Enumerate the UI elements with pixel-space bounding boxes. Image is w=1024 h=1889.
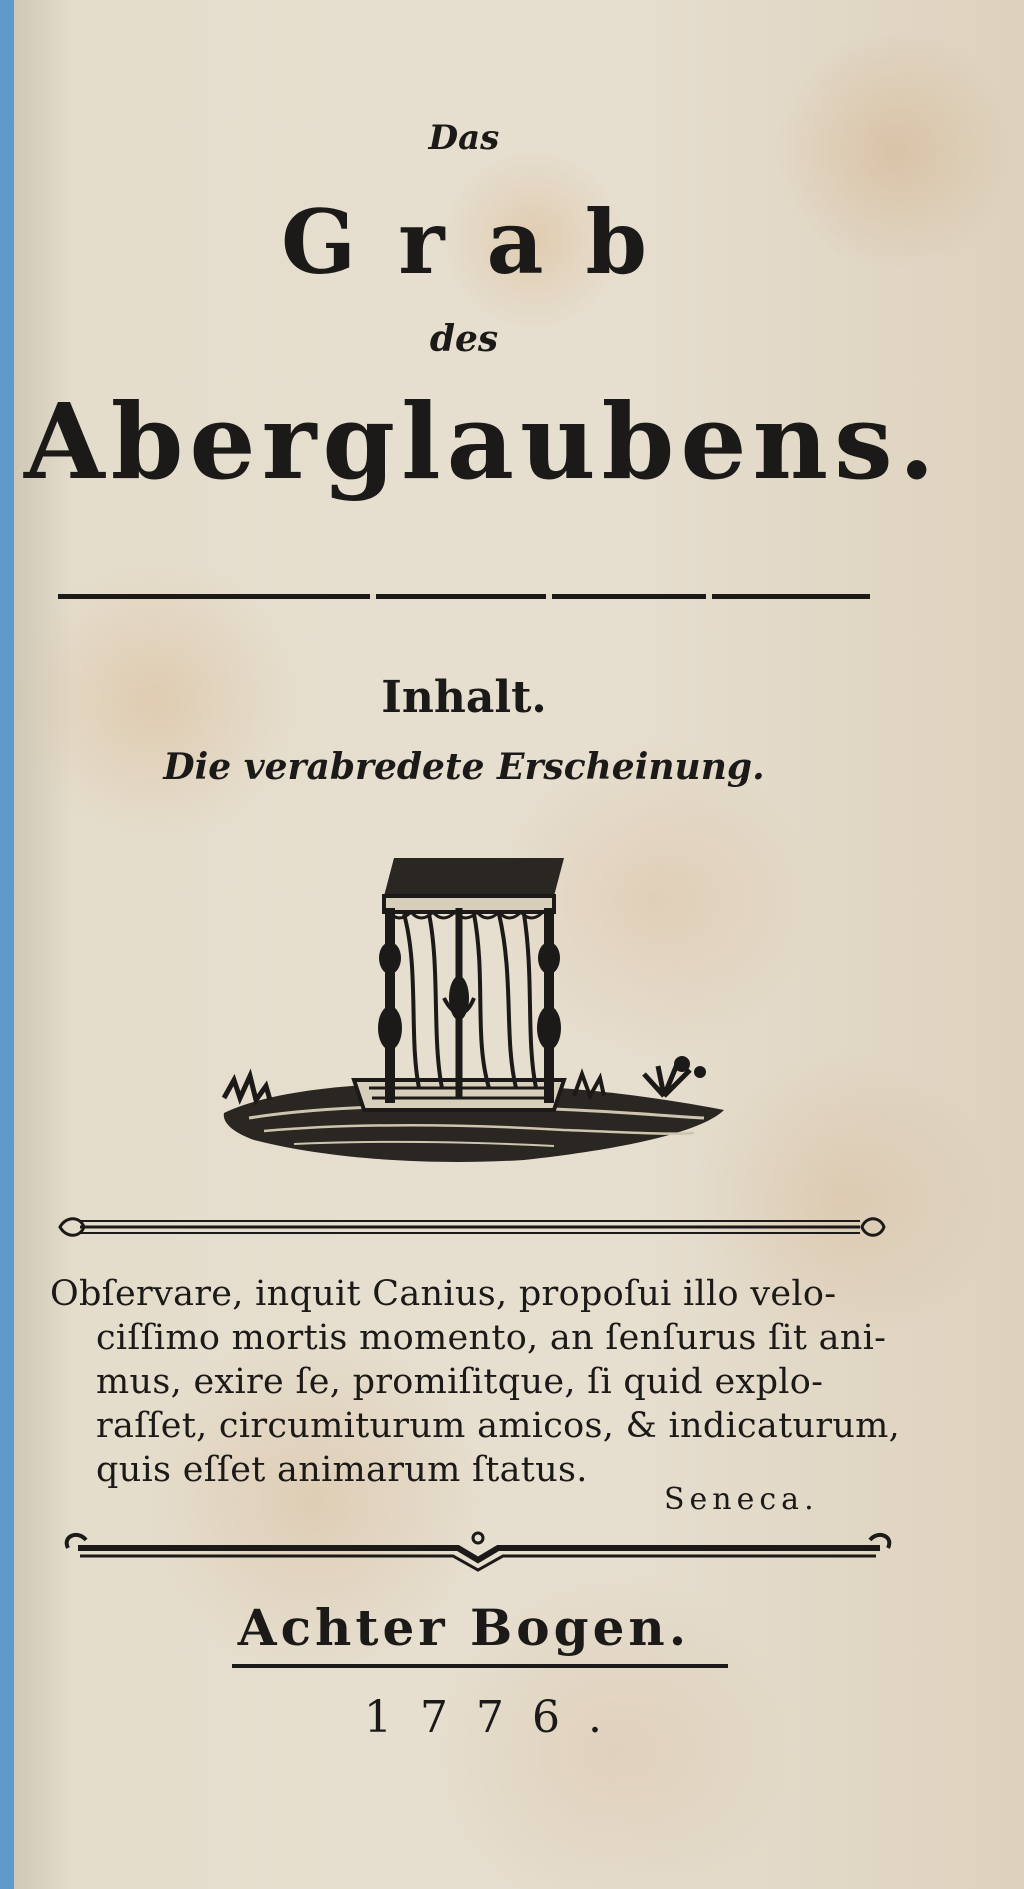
title-grab: Grab	[280, 190, 690, 294]
motto-line: mus, exire ſe, promiſitque, ſi quid explo-	[96, 1362, 824, 1402]
title-das: Das	[428, 118, 500, 158]
motto-line: Obſervare, inquit Canius, propoſui illo velo-	[50, 1274, 837, 1314]
motto-line: raſſet, circumiturum amicos, & indicaturum,	[96, 1406, 901, 1446]
title-aberglaubens: Aberglaubens.	[24, 380, 941, 503]
ornamental-rule-bottom	[58, 1526, 898, 1574]
title-des: des	[429, 318, 499, 360]
contents-heading: Inhalt.	[381, 672, 547, 723]
canopy-bed-vignette-icon	[204, 848, 744, 1183]
ornamental-rule-top	[54, 1212, 889, 1242]
title-page	[14, 0, 1024, 1889]
sheet-label: Achter Bogen.	[237, 1598, 691, 1657]
motto-author: Seneca.	[664, 1482, 819, 1517]
divider-rule-bottom	[232, 1664, 728, 1668]
contents-entry: Die verabredete Erscheinung.	[163, 746, 765, 788]
latin-motto	[50, 1272, 902, 1492]
publication-year: 1776.	[364, 1692, 630, 1743]
divider-rule	[58, 594, 870, 599]
motto-line: quis eſſet animarum ſtatus.	[96, 1450, 588, 1490]
motto-line: ciſſimo mortis momento, an ſenſurus ſit ani-	[96, 1318, 887, 1358]
